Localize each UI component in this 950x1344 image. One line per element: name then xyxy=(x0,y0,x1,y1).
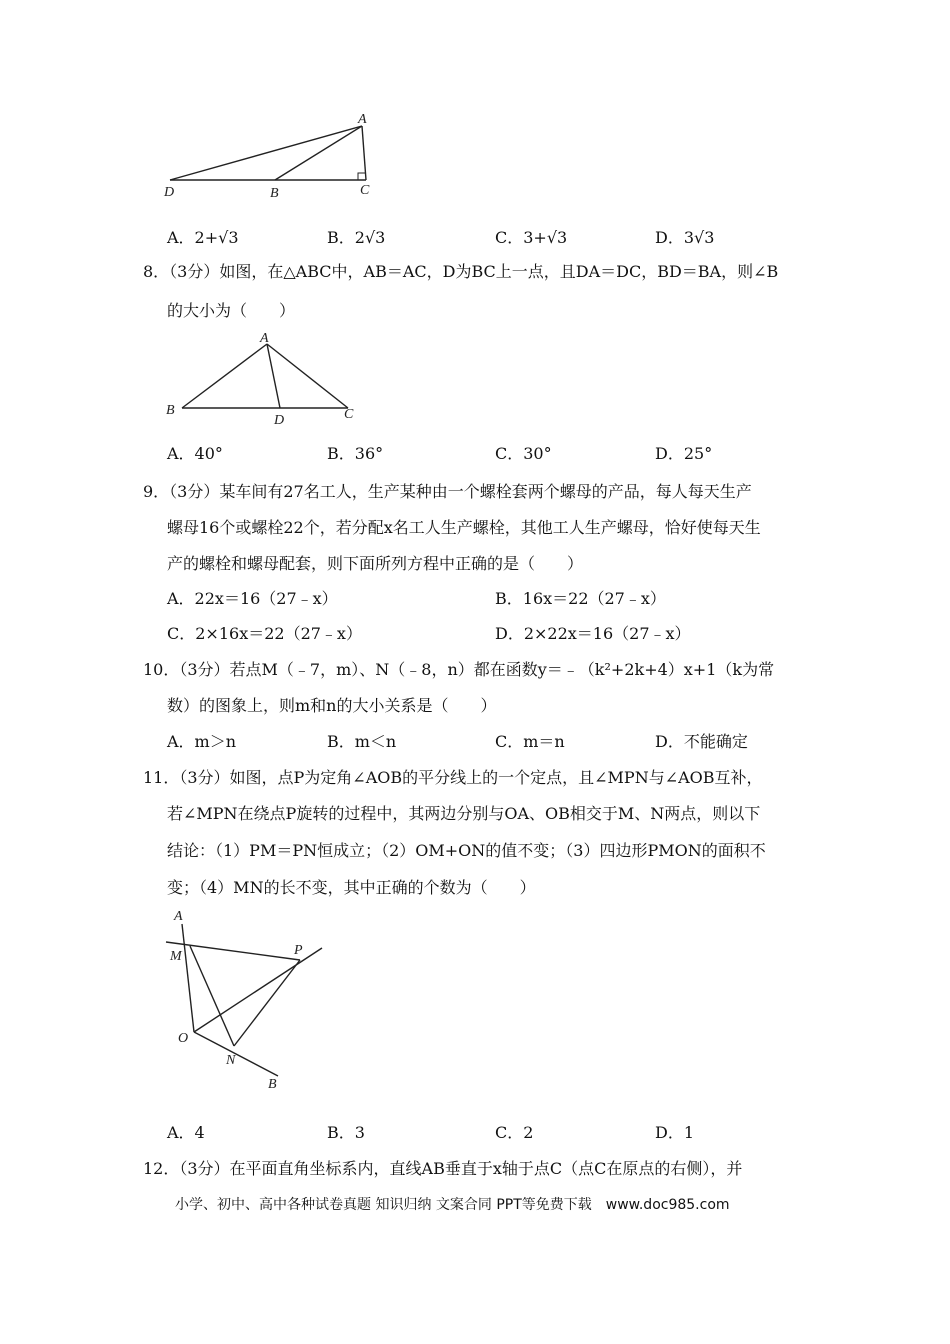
q11-text-line2: 若∠MPN在绕点P旋转的过程中，其两边分别与OA、OB相交于M、N两点，则以下 xyxy=(167,804,761,823)
q11-option-d: D．1 xyxy=(655,1123,695,1142)
q8-option-c: C．30° xyxy=(495,444,552,463)
q9-option-b: B．16x＝22（27﹣x） xyxy=(495,589,666,608)
q7-label-a: A xyxy=(358,112,367,127)
q8-option-b: B．36° xyxy=(327,444,384,463)
q11-option-b: B．3 xyxy=(327,1123,365,1142)
q10-option-a: A．m＞n xyxy=(167,732,237,751)
q7-option-b: B．2√3 xyxy=(327,228,386,247)
q11-text-line4: 变；（4）MN的长不变，其中正确的个数为（ ） xyxy=(167,878,536,897)
q11-label-a: A xyxy=(174,909,183,924)
q7-option-a: A．2+√3 xyxy=(167,228,239,247)
q11-label-m: M xyxy=(170,949,182,964)
q11-label-n: N xyxy=(226,1053,236,1068)
q10-text-line2: 数）的图象上，则m和n的大小关系是（ ） xyxy=(167,696,497,715)
q11-label-o: O xyxy=(178,1031,189,1046)
q7-label-c: C xyxy=(360,183,370,198)
q7-label-b: B xyxy=(270,186,279,201)
q11-figure xyxy=(160,904,335,1094)
q9-option-c: C．2×16x＝22（27﹣x） xyxy=(167,624,362,643)
q11-text-line1: 11．（3分）如图，点P为定角∠AOB的平分线上的一个定点，且∠MPN与∠AOB互补， xyxy=(143,768,763,787)
q7-label-d: D xyxy=(164,185,175,200)
q11-option-a: A．4 xyxy=(167,1123,205,1142)
q11-label-b: B xyxy=(268,1077,277,1092)
q8-label-a: A xyxy=(260,331,269,346)
footer-text: 小学、初中、高中各种试卷真题 知识归纳 文案合同 PPT等免费下载 www.doc985.com xyxy=(175,1197,730,1213)
q10-text-line1: 10．（3分）若点M（﹣7，m）、N（﹣8，n）都在函数y＝﹣（k²+2k+4）x+1（k为常 xyxy=(143,660,775,679)
q11-option-c: C．2 xyxy=(495,1123,534,1142)
q8-text-line1: 8．（3分）如图，在△ABC中，AB＝AC，D为BC上一点，且DA＝DC，BD＝BA，则∠B xyxy=(143,262,779,281)
q9-text-line3: 产的螺栓和螺母配套，则下面所列方程中正确的是（ ） xyxy=(167,554,584,573)
q8-option-a: A．40° xyxy=(167,444,223,463)
q9-option-d: D．2×22x＝16（27﹣x） xyxy=(495,624,691,643)
q10-option-b: B．m＜n xyxy=(327,732,397,751)
q7-option-d: D．3√3 xyxy=(655,228,715,247)
q8-label-b: B xyxy=(166,403,175,418)
q11-text-line3: 结论：（1）PM＝PN恒成立；（2）OM+ON的值不变；（3）四边形PMON的面积不 xyxy=(167,841,766,860)
q11-label-p: P xyxy=(294,943,303,958)
q10-option-c: C．m＝n xyxy=(495,732,565,751)
q7-option-c: C．3+√3 xyxy=(495,228,568,247)
q9-option-a: A．22x＝16（27﹣x） xyxy=(167,589,338,608)
q8-label-c: C xyxy=(344,407,354,422)
q8-label-d: D xyxy=(274,413,285,428)
q7-figure xyxy=(160,110,390,205)
q8-option-d: D．25° xyxy=(655,444,713,463)
q9-text-line2: 螺母16个或螺栓22个，若分配x名工人生产螺栓，其他工人生产螺母，恰好使每天生 xyxy=(167,518,761,537)
q8-figure xyxy=(160,328,365,430)
q12-text-line1: 12．（3分）在平面直角坐标系内，直线AB垂直于x轴于点C（点C在原点的右侧），并 xyxy=(143,1159,743,1178)
q9-text-line1: 9．（3分）某车间有27名工人，生产某种由一个螺栓套两个螺母的产品，每人每天生产 xyxy=(143,482,752,501)
q10-option-d: D．不能确定 xyxy=(655,732,748,751)
q8-text-line2: 的大小为（ ） xyxy=(167,301,296,320)
